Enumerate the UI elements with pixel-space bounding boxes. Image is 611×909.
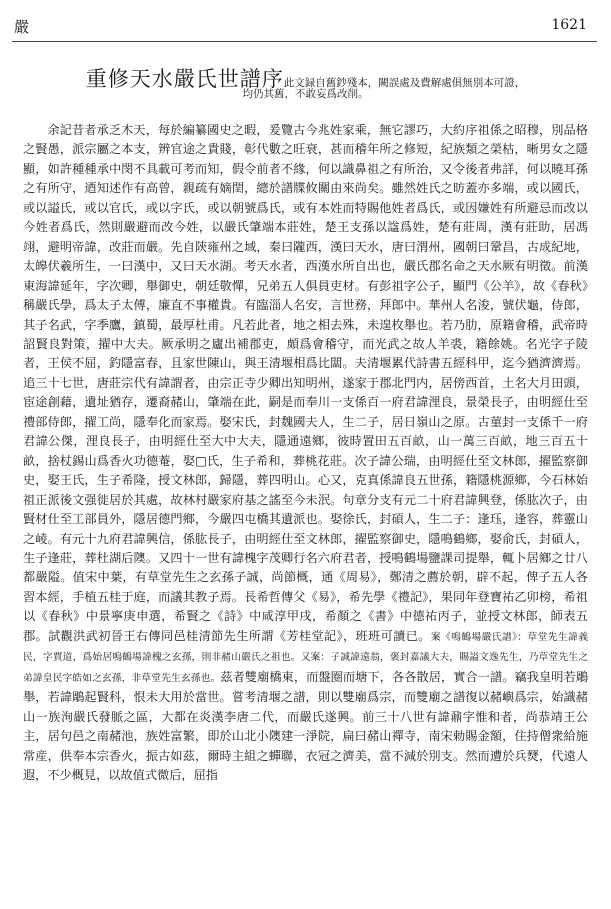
page-number: 1621: [551, 17, 587, 33]
body-text: [23, 121, 588, 903]
section-char: 嚴: [14, 18, 30, 36]
document-title: 重修天水嚴氏世譜序: [85, 67, 284, 91]
paragraph-text-cont: 茲者雙廟橋東，而盤圈而塘下，各各散居，實合一譜。竊我皇明若鵰舉，若諱鵰起賢科，恨未大用於當世。嘗考清堰之譜，則以雙廟爲宗，而雙廟之譜復以赭嶼爲宗，始識赭山一族洵嚴氏發脈之區，大都在炎漢李唐二代，而嚴氏遂興。前三十八世有諱鼐字惟和者，尚恭靖王公主，居句邑之南赭池，族姓富繁，即於山北小隩建一淨院，扁曰赭山禪寺，南宋勅賜金額，住持僧衆給施常産，供奉本宗香火，振古如茲，爾時主組之蟬聯，衣冠之濟美，當不減於別支。然而遭於兵燹，代遠人遐，不少概見，以故值式微后，屈指: [23, 669, 588, 782]
page-header: [0, 0, 611, 46]
footnote-inline: 案《鳴鶴場嚴氏譜》：草堂先生諱義民，字賈道，爲始居鳴鶴場諱槐之玄孫，則非赭山嚴氏之祖也。又案：子誠諱遠翁，褒封嘉議大夫，賜謚文逸先生，乃草堂先生之弟諱皇民字皓如之玄孫，非草堂先生玄孫也。: [23, 631, 588, 684]
header-rule: [12, 41, 597, 42]
title-note-line2: 均仍其舊，不敢妄爲改削。: [242, 88, 369, 100]
paragraph-text: 余記昔者承乏木天，每於編纂國史之暇，爰覽古今兆姓家乘，無它謬巧，大約序祖係之昭穆，別品格之賢愚，派宗屬之本支，辨官途之貴賤，彰代數之旺衰，甚而稽年所之修短，紀族類之榮枯，晰男女之隱顯，如許種種承中閔不具載可考而知，假令前者不緣，何以識鼻祖之有所治，又令後者弗詳，何以曉耳孫之有所守，迺知述作有高曾，親疏有嫡閏，總於譜牒攸關由來尚矣。雖然姓氏之昉蓋亦多端，或以國氏，或以謚氏，或以官氏，或以字氏，或以朝號爲氏，或有本姓而特賜他姓者爲氏，或因嫌姓有所避忌而改以今姓者爲氏，然則嚴避而改今姓，以嚴氏肇端本莊姓，楚王支孫以諡爲姓，楚有莊周，漢有莊助，居馮翊，避明帝諱，改莊而嚴。先自陝雍州之域，秦曰隴西，漢曰天水，唐曰渭州，國朝曰鞏昌，古成紀地，太皞伏羲所生，一曰漢中，又曰天水湖。考天水者，西漢水所自出也，嚴氏郡名命之天水厥有明徵。前漢東海諱延年，字次卿，舉御史，朝廷敬憚，兄弟五人俱員吏材。有彭祖字公子，顯門《公羊》，故《春秋》稱嚴氏學，爲太子太傅，廉直不事權貴。有臨淄人名安，言世務，拜郎中。華州人名浚，號伏龜，侍郎，其子名武，字季鷹，鎮蜀，最厚杜甫。凡若此者，地之相去殊，未遑枚舉也。若乃肋，原籍會稽，武帝時詔賢良對策，擢中大夫。厥承明之廬出補郡吏，頗爲會稽守，而光武之故人羊裘，籍餘姚。名光字子陵者，王侯不屈，釣隱富春，且家世陳山，與王清堰相爲比闆。夫清堰累代詩書五經科甲，迄今猶濟濟焉。追三十七世，唐莊宗代有諱謂者，由宗正寺少卿出知明州，遂家于郡北門内，居傍西首，土名大月田頭，宦途創藉，遺址猶存，遷裔赭山，肇端在此，嗣是而奉川一支係百一府君諱浬良，景榮長子，由明經仕至禮部侍郎，擢工尚，隱奉化而家焉。娶宋氏，封魏國夫人，生二子，居日嶺山之原。古菫封一支係千一府君諱公傑，浬良長子，由明經仕至大中大夫，隱通遠鄉，彼時置田五百畝，山一萬三百畝，地三百五十畝，捨杖錫山爲香火功德菴，娶□氏，生子希和，葬桃花莊。次子諱公瑞，由明經仕至文林郎，擢監察御史，娶王氏，生子希隆，授文林郎，歸隱，葬四明山。心又，克真係諱良五世孫，籍隱桃源鄉，今石林始祖正派後文强徙居於其處，故林村嚴家府基之謠至今未泯。句章分支有元二十府君諱興登，係肱次子，由賢材仕至工部員外，隱居德門鄉，今嚴四屯橋其遺派也。娶徐氏，封碩人，生二子：逢珏，逢容，葬靈山之崚。有元十九府君諱興信，係肱長子，由明經仕至文林郎，擢監察御史，隱鳴鶴鄉，娶俞氏，封碩人，生子逢莊，葬杜湖后隩。又四十一世有諱槐字茂卿行名六府君者，授鳴鶴場鹽課司提舉，輒卜居鄉之廿八都嚴隘。值宋中葉，有草堂先生之玄孫子誠，尚節概，通《周易》，鄭清之薦於朝，辟不起，俾子五人各習本經，手植五桂于庭，而議其教子焉。長希哲傳父《易》，希先學《禮記》，果同年登寶祐乙卯榜，希祖以《春秋》中景寧庚申選，希賢之《詩》中咸淳甲戌，希顏之《書》中德祐丙子，並授文林郎，師表五郡。試觀洪武初晉王右傳同邑桂清節先生所謂《芳桂堂記》，班班可讀已。: [23, 123, 588, 643]
title-note-line1: 此文録自舊鈔殘本，闕誤處及費解處俱無別本可證，: [283, 77, 526, 89]
paragraph: [23, 121, 588, 785]
